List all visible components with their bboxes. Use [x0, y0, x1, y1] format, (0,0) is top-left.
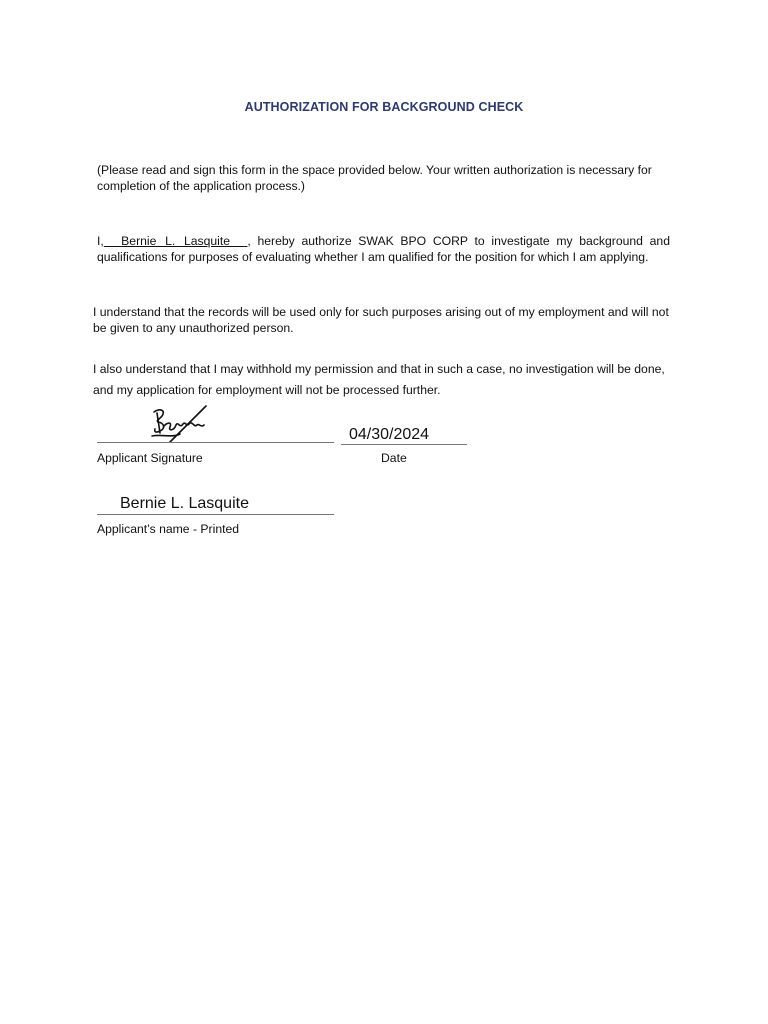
withhold-statement: I also understand that I may withhold my permission and that in such a case, no investigation will be done, and my application for employment will not be processed further.: [93, 362, 665, 397]
date-label: Date: [381, 451, 407, 465]
signature-line: [97, 442, 334, 443]
date-line: [341, 444, 467, 445]
authorization-prefix: I,: [97, 234, 104, 248]
date-value: 04/30/2024: [349, 426, 430, 443]
printed-name-line: [97, 514, 334, 515]
signature-label: Applicant Signature: [97, 451, 203, 465]
handwritten-signature-icon: [148, 404, 218, 446]
records-statement: I understand that the records will be used only for such purposes arising out of my employment and will not be given to any unauthorized person.: [93, 305, 669, 335]
authorization-applicant-name: Bernie L. Lasquite: [121, 234, 231, 248]
authorization-suffix: , hereby authorize SWAK BPO CORP to investigate my background and qualifications for purposes of evaluating whether I am qualified for the position for which I am applying.: [97, 234, 670, 264]
printed-name-label: Applicant’s name - Printed: [97, 522, 240, 536]
authorization-paragraph: [97, 234, 670, 265]
printed-name-value: Bernie L. Lasquite: [120, 495, 249, 512]
instructions-text: (Please read and sign this form in the space provided below. Your written authorization is necessary for completion of the application process.): [97, 163, 652, 193]
document-title: AUTHORIZATION FOR BACKGROUND CHECK: [244, 100, 524, 114]
